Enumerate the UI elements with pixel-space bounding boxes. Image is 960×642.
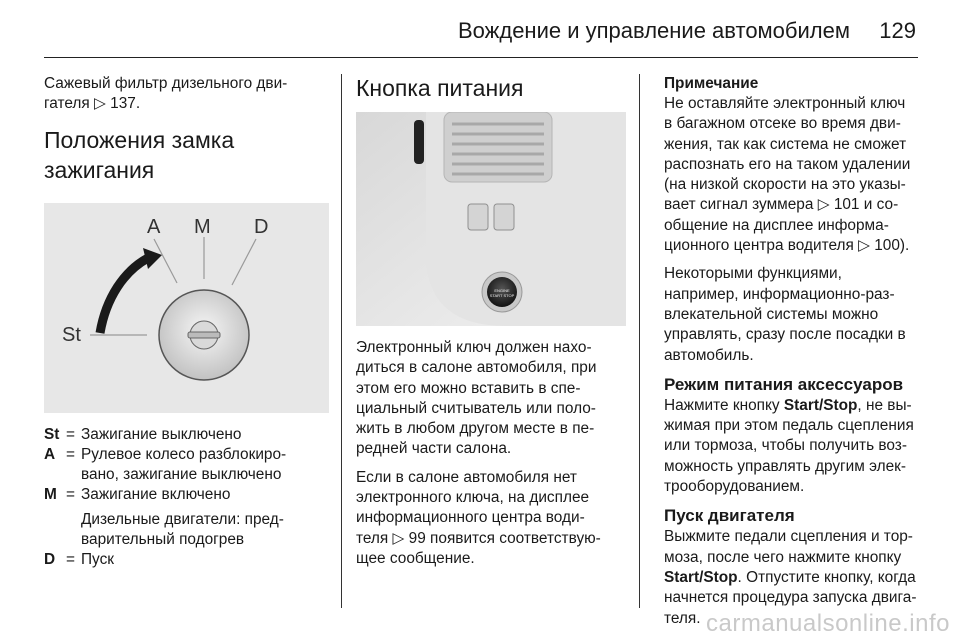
page-header	[0, 0, 960, 64]
cross-ref-link[interactable]: 137.	[110, 95, 141, 113]
column-2	[356, 74, 626, 569]
cross-ref-link[interactable]: 101 и со-	[833, 196, 899, 214]
note-title: Примечание	[664, 75, 759, 92]
watermark: carmanualsonline.info	[706, 610, 950, 637]
subheading-accessory-mode: Режим питания аксессуаров	[664, 374, 904, 394]
cross-ref-link[interactable]: 99 появится соответствую-	[408, 529, 601, 547]
column-3	[664, 74, 926, 629]
power-button-figure	[356, 112, 626, 326]
paragraph-key-location: Электронный ключ должен нахо- диться в салоне автомобиля, при этом его можно вставить в спе- циальный считыватель или поло- жить в любом другом месте в пе- редней части салона.	[356, 339, 597, 458]
position-legend	[44, 425, 329, 571]
paragraph-engine-start: Выжмите педали сцепления и тор- моза, после чего нажмите кнопку Start/Stop. Отпустите кнопку, когда начнется процедура запуска двига- теля.	[664, 528, 917, 627]
paragraph-functions: Некоторыми функциями, например, информационно-раз- влекательной системы можно управлять, сразу после посадки в автомобиль.	[664, 265, 906, 364]
position-label-m: M	[194, 215, 211, 238]
cross-ref-icon: ▷	[392, 529, 405, 547]
legend-row: A = Рулевое колесо разблокиро- вано, зажигание выключено	[44, 445, 287, 484]
position-label-a: A	[147, 215, 161, 238]
ignition-lock-figure	[44, 203, 329, 413]
section-heading-ignition: Положения замка зажигания	[44, 126, 235, 183]
legend-subnote: Дизельные двигатели: пред- варительный подогрев	[81, 510, 284, 549]
legend-row: M = Зажигание включено	[44, 486, 231, 504]
header-rule	[44, 57, 918, 58]
note-text: Не оставляйте электронный ключ в багажном отсеке во время дви- жения, так как система не сможет распознать его на таком удалении (на низкой скорости на это указы- вает сигнал зуммера ▷ 101 и со- общение на дисплее информа- ционного центра водителя ▷ 100).	[664, 95, 911, 255]
column-divider	[341, 74, 342, 608]
position-label-st: St	[62, 323, 81, 346]
paragraph-accessory-mode: Нажмите кнопку Start/Stop, не вы- жимая при этом педаль сцепления или тормоза, чтобы получить воз- можность управлять другим элек- трооборудованием.	[664, 396, 914, 496]
section-heading-power-button: Кнопка питания	[356, 75, 524, 101]
legend-row: St = Зажигание выключено	[44, 425, 242, 443]
ignition-lock-illustration	[44, 203, 329, 413]
svg-text:START STOP: START STOP	[489, 293, 515, 298]
page-number: 129	[879, 18, 916, 43]
position-label-d: D	[254, 215, 269, 238]
subheading-engine-start: Пуск двигателя	[664, 506, 795, 526]
dashboard-illustration	[356, 112, 626, 326]
cross-ref-icon: ▷	[858, 237, 870, 255]
paragraph-no-key: Если в салоне автомобиля нет электронного ключа, на дисплее информационного центра води- теля ▷ 99 появится соответствую- щее сообщение.	[356, 468, 601, 567]
column-divider	[639, 74, 640, 608]
header-title: Вождение и управление автомобилем	[457, 18, 850, 43]
cross-ref-icon: ▷	[94, 95, 106, 113]
cross-ref-link[interactable]: 100).	[874, 237, 910, 255]
intro-text: Сажевый фильтр дизельного дви- гателя ▷ 137.	[44, 75, 288, 113]
svg-text:ENGINE: ENGINE	[494, 288, 510, 293]
column-1	[44, 74, 329, 571]
legend-row: D = Пуск	[44, 551, 115, 569]
cross-ref-icon: ▷	[817, 196, 830, 214]
